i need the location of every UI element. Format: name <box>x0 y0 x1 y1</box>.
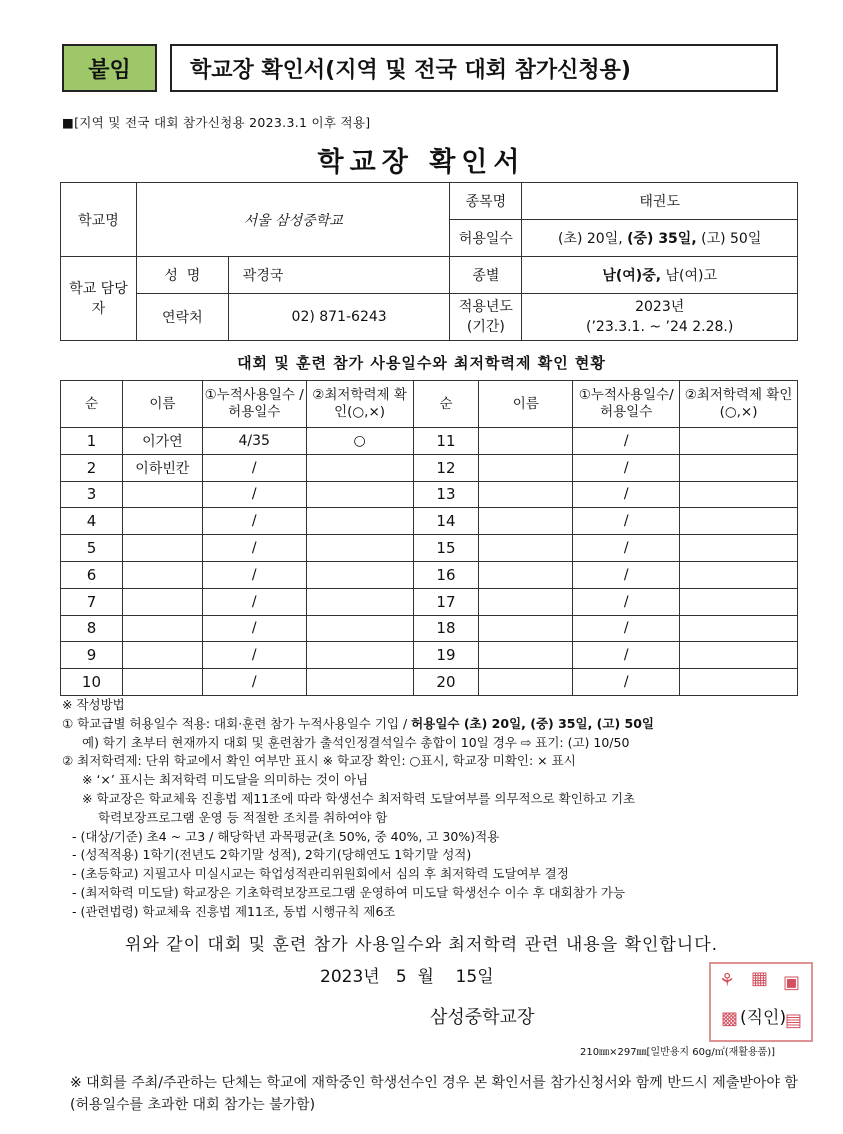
cell-name <box>479 535 573 562</box>
cell-min <box>306 535 413 562</box>
school-label: 학교명 <box>61 183 137 257</box>
table-row <box>61 669 798 696</box>
note-5: - (초등학교) 지필고사 미실시교는 학업성적관리위원회에서 심의 후 최저학력 도달여부 결정 <box>72 866 569 882</box>
cell-days: / <box>202 588 306 615</box>
cell-days: / <box>202 535 306 562</box>
category-value <box>522 257 798 294</box>
note-1 <box>62 715 802 734</box>
cell-min <box>680 588 798 615</box>
cell-name <box>122 508 202 535</box>
header-min: ②최저학력제 확인(○,×) <box>306 381 413 428</box>
cell-days: / <box>202 508 306 535</box>
cell-no: 13 <box>413 481 479 508</box>
cell-min <box>306 642 413 669</box>
header-min-right: ②최저학력제 확인(○,×) <box>680 381 798 428</box>
issue-date: 2023년 5 월 15일 <box>320 967 494 987</box>
cell-name <box>479 428 573 455</box>
cell-name <box>122 561 202 588</box>
name-label: 성 명 <box>136 257 228 294</box>
table-row <box>61 588 798 615</box>
header-name: 이름 <box>122 381 202 428</box>
cell-min <box>680 642 798 669</box>
cell-name <box>479 642 573 669</box>
cell-no: 8 <box>61 615 123 642</box>
cell-days: / <box>573 535 680 562</box>
cell-name: 이하빈칸 <box>122 454 202 481</box>
table-row <box>61 428 798 455</box>
paper-spec: 210㎜×297㎜[일반용지 60g/㎡(재활용품)] <box>580 1047 776 1058</box>
cell-no: 5 <box>61 535 123 562</box>
cell-days: 4/35 <box>202 428 306 455</box>
table-row <box>61 642 798 669</box>
cell-no: 9 <box>61 642 123 669</box>
table-row <box>61 454 798 481</box>
cell-name <box>122 642 202 669</box>
cell-days: / <box>573 561 680 588</box>
cell-name <box>479 588 573 615</box>
header-days: ①누적사용일수 /허용일수 <box>202 381 306 428</box>
cell-no: 20 <box>413 669 479 696</box>
year-value-period: (’23.3.1. ~ ’24 2.28.) <box>586 319 734 335</box>
allowed-days-value <box>522 220 798 257</box>
category-label: 종별 <box>450 257 522 294</box>
cell-no: 16 <box>413 561 479 588</box>
cell-days: / <box>573 642 680 669</box>
table-row <box>61 508 798 535</box>
allowed-cho: (초) 20일, <box>557 231 623 247</box>
year-label: 적용년도 (기간) <box>450 294 522 341</box>
header-title: 학교장 확인서(지역 및 전국 대회 참가신청용) <box>170 44 778 92</box>
cell-min: ○ <box>306 428 413 455</box>
note-4: - (성적적용) 1학기(전년도 2학기말 성적), 2학기(당해연도 1학기말 성적) <box>72 847 472 863</box>
cell-name <box>122 535 202 562</box>
allowed-jung: (중) 35일, <box>627 231 697 247</box>
sport-label: 종목명 <box>450 183 522 220</box>
cell-min <box>680 508 798 535</box>
note-1-text: ① 학교급별 허용일수 적용: 대회·훈련 참가 누적사용일수 기입 / <box>62 715 412 731</box>
cell-min <box>680 481 798 508</box>
contact-label: 연락처 <box>136 294 228 341</box>
attachment-tag: 붙임 <box>62 44 157 92</box>
cell-days: / <box>202 669 306 696</box>
cell-no: 11 <box>413 428 479 455</box>
year-value <box>522 294 798 341</box>
cell-days: / <box>573 428 680 455</box>
document-title: 학교장 확인서 <box>317 147 526 178</box>
seal-label: (직인) <box>740 1008 787 1028</box>
note-3: - (대상/기준) 초4 ~ 고3 / 해당학년 과목평균(초 50%, 중 40%, 고 30%)적용 <box>72 828 500 844</box>
cell-min <box>306 615 413 642</box>
cell-min <box>306 481 413 508</box>
cell-no: 17 <box>413 588 479 615</box>
year-value-year: 2023년 <box>635 299 685 315</box>
notes-heading: ※ 작성방법 <box>62 697 125 712</box>
cell-min <box>306 561 413 588</box>
name-value: 곽경국 <box>228 257 450 294</box>
cell-days: / <box>202 642 306 669</box>
note-6: - (최저학력 미도달) 학교장은 기초학력보장프로그램 운영하여 미도달 학생선수 이수 후 대회참가 가능 <box>72 884 626 900</box>
cell-no: 4 <box>61 508 123 535</box>
cell-name <box>479 615 573 642</box>
table-row <box>61 481 798 508</box>
note-2-sub2: ※ 학교장은 학교체육 진흥법 제11조에 따라 학생선수 최저학력 도달여부를 의무적으로 확인하고 기초 <box>82 790 636 806</box>
cell-min <box>680 428 798 455</box>
cell-name <box>479 561 573 588</box>
table-row <box>61 615 798 642</box>
cell-days: / <box>202 481 306 508</box>
category-rest: 남(여)고 <box>661 268 717 284</box>
manager-label: 학교 담당자 <box>61 257 137 341</box>
cell-name <box>479 481 573 508</box>
usage-table <box>60 380 798 696</box>
cell-days: / <box>573 481 680 508</box>
cell-min <box>306 588 413 615</box>
table-header-row <box>61 381 798 428</box>
cell-min <box>680 454 798 481</box>
cell-no: 15 <box>413 535 479 562</box>
cell-name <box>122 669 202 696</box>
cell-no: 7 <box>61 588 123 615</box>
category-bold: 남(여)중, <box>602 268 662 284</box>
table-row <box>61 535 798 562</box>
cell-days: / <box>573 588 680 615</box>
school-info-table <box>60 182 798 341</box>
allowed-go: (고) 50일 <box>701 231 762 247</box>
cell-name <box>122 481 202 508</box>
writing-notes <box>62 696 802 922</box>
cell-name <box>122 588 202 615</box>
cell-name <box>122 615 202 642</box>
cell-name <box>479 669 573 696</box>
cell-no: 1 <box>61 428 123 455</box>
cell-no: 14 <box>413 508 479 535</box>
cell-min <box>680 535 798 562</box>
section-title: 대회 및 훈련 참가 사용일수와 최저학력제 확인 현황 <box>237 354 606 372</box>
header-days-right: ①누적사용일수/ 허용일수 <box>573 381 680 428</box>
school-value: 서울 삼성중학교 <box>136 183 450 257</box>
allowed-days-label: 허용일수 <box>450 220 522 257</box>
cell-min <box>306 669 413 696</box>
cell-min <box>306 454 413 481</box>
cell-days: / <box>573 615 680 642</box>
cell-min <box>306 508 413 535</box>
cell-name: 이가연 <box>122 428 202 455</box>
note-2-sub1: ※ ‘×’ 표시는 최저학력 미도달을 의미하는 것이 아님 <box>82 772 369 788</box>
confirm-statement: 위와 같이 대회 및 훈련 참가 사용일수와 최저학력 관련 내용을 확인합니다. <box>124 935 719 955</box>
table-row <box>61 561 798 588</box>
apply-note: ■[지역 및 전국 대회 참가신청용 2023.3.1 이후 적용] <box>62 115 371 130</box>
header-name-right: 이름 <box>479 381 573 428</box>
header-no-right: 순 <box>413 381 479 428</box>
cell-min <box>680 669 798 696</box>
cell-no: 12 <box>413 454 479 481</box>
cell-no: 10 <box>61 669 123 696</box>
contact-value: 02) 871-6243 <box>228 294 450 341</box>
principal-name: 삼성중학교장 <box>430 1007 535 1028</box>
cell-days: / <box>573 508 680 535</box>
cell-days: / <box>573 669 680 696</box>
cell-days: / <box>202 615 306 642</box>
note-1-bold: 허용일수 (초) 20일, (중) 35일, (고) 50일 <box>411 715 654 731</box>
official-seal: ⚘ ▦ ▣ ▩ ▤ <box>709 962 813 1042</box>
note-2: ② 최저학력제: 단위 학교에서 확인 여부만 표시 ※ 학교장 확인: ○표시, 학교장 미확인: × 표시 <box>62 753 576 769</box>
cell-name <box>479 454 573 481</box>
cell-no: 19 <box>413 642 479 669</box>
header-no: 순 <box>61 381 123 428</box>
cell-days: / <box>573 454 680 481</box>
note-1-example: 예) 학기 초부터 현재까지 대회 및 훈련참가 출석인정결석일수 총합이 10일 경우 ⇨ 표기: (고) 10/50 <box>82 734 630 750</box>
cell-min <box>680 561 798 588</box>
cell-no: 18 <box>413 615 479 642</box>
cell-no: 3 <box>61 481 123 508</box>
cell-days: / <box>202 454 306 481</box>
cell-no: 2 <box>61 454 123 481</box>
sport-value: 태권도 <box>522 183 798 220</box>
cell-min <box>680 615 798 642</box>
note-7: - (관련법령) 학교체육 진흥법 제11조, 동법 시행규칙 제6조 <box>72 903 396 919</box>
cell-no: 6 <box>61 561 123 588</box>
cell-name <box>479 508 573 535</box>
footer-note: ※ 대회를 주최/주관하는 단체는 학교에 재학중인 학생선수인 경우 본 확인서를 참가신청서와 함께 반드시 제출받아야 함(허용일수를 초과한 대회 참가는 불가함) <box>70 1075 798 1113</box>
cell-days: / <box>202 561 306 588</box>
note-2-sub3: 학력보장프로그램 운영 등 적절한 조치를 취하여야 함 <box>98 809 388 825</box>
